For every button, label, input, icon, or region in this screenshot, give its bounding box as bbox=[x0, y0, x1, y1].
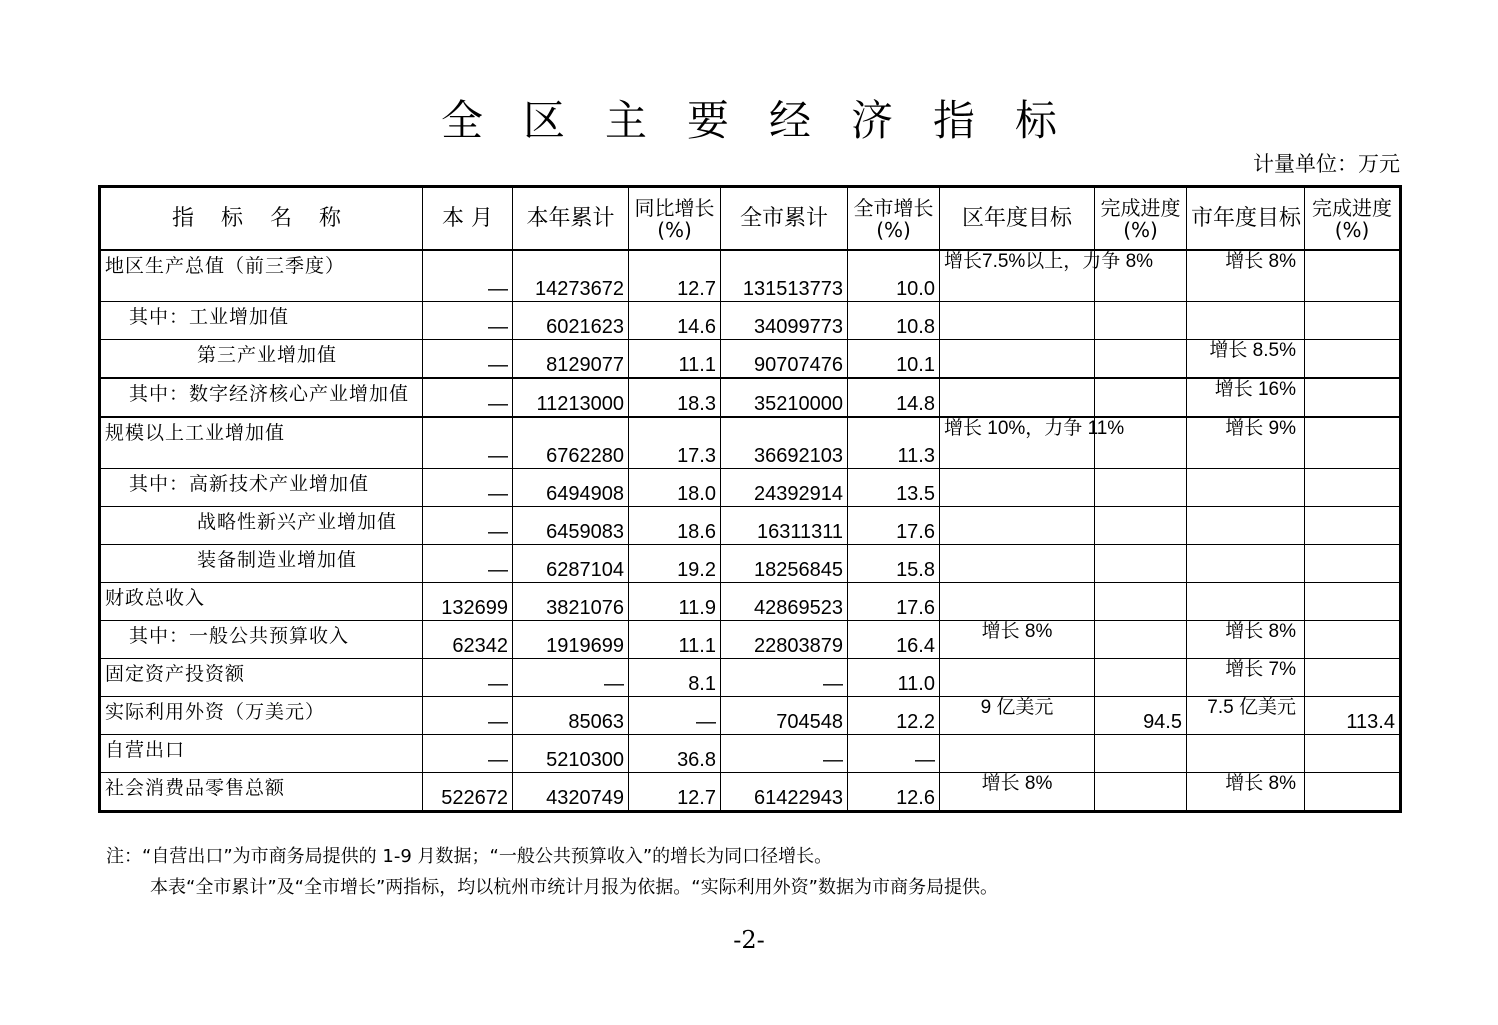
cell-progress-2 bbox=[1305, 340, 1401, 379]
cell-city-ytd: — bbox=[721, 735, 848, 773]
cell-progress-1 bbox=[1095, 735, 1187, 773]
header-this-month: 本 月 bbox=[423, 187, 513, 251]
footnote-1: 注：“自营出口”为市商务局提供的 1-9 月数据；“一般公共预算收入”的增长为同口径增长。 bbox=[106, 846, 833, 867]
cell-month: — bbox=[423, 340, 513, 379]
cell-yoy: — bbox=[629, 697, 721, 735]
table-header-row bbox=[100, 187, 1401, 251]
header-progress-1-label: 完成进度 bbox=[1100, 195, 1181, 220]
cell-ytd: 6459083 bbox=[513, 507, 629, 545]
cell-district-target bbox=[940, 302, 1095, 340]
cell-yoy: 12.7 bbox=[629, 250, 721, 302]
row-name: 其中：工业增加值 bbox=[100, 302, 423, 340]
unit-label: 计量单位：万元 bbox=[1253, 152, 1400, 176]
cell-city-growth: 10.1 bbox=[848, 340, 940, 379]
cell-progress-2 bbox=[1305, 583, 1401, 621]
table-row bbox=[100, 583, 1401, 621]
table-row bbox=[100, 545, 1401, 583]
row-name: 实际利用外资（万美元） bbox=[100, 697, 423, 735]
cell-city-growth: 14.8 bbox=[848, 378, 940, 417]
cell-city-target: 增长 7% bbox=[1187, 659, 1305, 697]
cell-yoy: 36.8 bbox=[629, 735, 721, 773]
header-name: 指 标 名 称 bbox=[100, 187, 423, 251]
cell-district-target: 9 亿美元 bbox=[940, 697, 1095, 735]
row-name: 财政总收入 bbox=[100, 583, 423, 621]
cell-city-target: 增长 16% bbox=[1187, 378, 1305, 417]
row-name: 地区生产总值（前三季度） bbox=[100, 250, 423, 302]
cell-month: — bbox=[423, 417, 513, 469]
cell-city-ytd: 16311311 bbox=[721, 507, 848, 545]
cell-city-growth: 10.0 bbox=[848, 250, 940, 302]
table-row bbox=[100, 773, 1401, 812]
cell-progress-2 bbox=[1305, 773, 1401, 812]
cell-city-target: 7.5 亿美元 bbox=[1187, 697, 1305, 735]
table-row bbox=[100, 697, 1401, 735]
cell-ytd: 6021623 bbox=[513, 302, 629, 340]
cell-month: — bbox=[423, 507, 513, 545]
cell-city-ytd: 704548 bbox=[721, 697, 848, 735]
cell-city-growth: 13.5 bbox=[848, 469, 940, 507]
cell-month: 522672 bbox=[423, 773, 513, 812]
table-row bbox=[100, 302, 1401, 340]
cell-month: — bbox=[423, 659, 513, 697]
header-district-target: 区年度目标 bbox=[940, 187, 1095, 251]
cell-ytd: 6762280 bbox=[513, 417, 629, 469]
cell-city-target: 增长 8% bbox=[1187, 773, 1305, 812]
cell-ytd: 11213000 bbox=[513, 378, 629, 417]
cell-yoy: 17.3 bbox=[629, 417, 721, 469]
cell-district-target bbox=[940, 378, 1095, 417]
header-progress-2 bbox=[1305, 187, 1401, 251]
cell-city-ytd: — bbox=[721, 659, 848, 697]
cell-district-target bbox=[940, 469, 1095, 507]
header-progress-2-label: 完成进度 bbox=[1312, 195, 1392, 220]
cell-progress-2 bbox=[1305, 659, 1401, 697]
cell-yoy: 18.0 bbox=[629, 469, 721, 507]
table-row bbox=[100, 507, 1401, 545]
cell-ytd: 8129077 bbox=[513, 340, 629, 379]
cell-month: — bbox=[423, 250, 513, 302]
cell-month: — bbox=[423, 545, 513, 583]
row-name: 其中：数字经济核心产业增加值 bbox=[100, 378, 423, 417]
cell-ytd: 6287104 bbox=[513, 545, 629, 583]
cell-month: — bbox=[423, 735, 513, 773]
cell-city-growth: 11.0 bbox=[848, 659, 940, 697]
cell-city-target: 增长 8.5% bbox=[1187, 340, 1305, 379]
cell-city-target bbox=[1187, 735, 1305, 773]
row-name: 固定资产投资额 bbox=[100, 659, 423, 697]
cell-ytd: 85063 bbox=[513, 697, 629, 735]
cell-district-target: 增长 10%，力争 11% bbox=[940, 417, 1095, 469]
table-row bbox=[100, 417, 1401, 469]
cell-ytd: 1919699 bbox=[513, 621, 629, 659]
cell-month: 62342 bbox=[423, 621, 513, 659]
cell-city-ytd: 34099773 bbox=[721, 302, 848, 340]
row-name: 自营出口 bbox=[100, 735, 423, 773]
cell-city-target: 增长 8% bbox=[1187, 250, 1305, 302]
cell-district-target bbox=[940, 545, 1095, 583]
cell-progress-1 bbox=[1095, 659, 1187, 697]
table-row bbox=[100, 469, 1401, 507]
cell-city-ytd: 61422943 bbox=[721, 773, 848, 812]
header-yoy-label: 同比增长 bbox=[634, 195, 715, 220]
cell-city-target bbox=[1187, 545, 1305, 583]
cell-month: 132699 bbox=[423, 583, 513, 621]
table-row bbox=[100, 735, 1401, 773]
cell-progress-2 bbox=[1305, 545, 1401, 583]
cell-progress-2 bbox=[1305, 250, 1401, 302]
cell-city-growth: 12.6 bbox=[848, 773, 940, 812]
cell-city-ytd: 18256845 bbox=[721, 545, 848, 583]
table-row bbox=[100, 340, 1401, 379]
row-name: 规模以上工业增加值 bbox=[100, 417, 423, 469]
cell-city-target bbox=[1187, 583, 1305, 621]
cell-progress-1: 94.5 bbox=[1095, 697, 1187, 735]
cell-progress-2 bbox=[1305, 735, 1401, 773]
cell-progress-1 bbox=[1095, 340, 1187, 379]
cell-district-target bbox=[940, 659, 1095, 697]
cell-yoy: 12.7 bbox=[629, 773, 721, 812]
header-city-growth bbox=[848, 187, 940, 251]
economic-indicators-table bbox=[98, 185, 1402, 813]
cell-district-target bbox=[940, 507, 1095, 545]
cell-yoy: 11.1 bbox=[629, 621, 721, 659]
cell-district-target bbox=[940, 735, 1095, 773]
cell-progress-2: 113.4 bbox=[1305, 697, 1401, 735]
row-name: 战略性新兴产业增加值 bbox=[100, 507, 423, 545]
cell-progress-2 bbox=[1305, 621, 1401, 659]
cell-city-ytd: 90707476 bbox=[721, 340, 848, 379]
cell-yoy: 8.1 bbox=[629, 659, 721, 697]
cell-city-ytd: 131513773 bbox=[721, 250, 848, 302]
cell-city-ytd: 42869523 bbox=[721, 583, 848, 621]
cell-city-target: 增长 9% bbox=[1187, 417, 1305, 469]
header-progress-1 bbox=[1095, 187, 1187, 251]
cell-month: — bbox=[423, 302, 513, 340]
cell-yoy: 11.9 bbox=[629, 583, 721, 621]
row-name: 第三产业增加值 bbox=[100, 340, 423, 379]
cell-district-target: 增长 8% bbox=[940, 773, 1095, 812]
header-city-growth-unit: (%) bbox=[876, 217, 911, 242]
cell-month: — bbox=[423, 469, 513, 507]
header-progress-2-unit: (%) bbox=[1334, 217, 1370, 242]
cell-district-target: 增长 8% bbox=[940, 621, 1095, 659]
cell-ytd: 14273672 bbox=[513, 250, 629, 302]
cell-city-growth: 10.8 bbox=[848, 302, 940, 340]
cell-city-target bbox=[1187, 469, 1305, 507]
cell-city-growth: 15.8 bbox=[848, 545, 940, 583]
cell-city-growth: 16.4 bbox=[848, 621, 940, 659]
row-name: 装备制造业增加值 bbox=[100, 545, 423, 583]
cell-city-growth: 17.6 bbox=[848, 583, 940, 621]
page-title: 全区主要经济指标 bbox=[440, 96, 1097, 145]
cell-progress-2 bbox=[1305, 469, 1401, 507]
cell-yoy: 14.6 bbox=[629, 302, 721, 340]
cell-city-growth: — bbox=[848, 735, 940, 773]
header-city-target: 市年度目标 bbox=[1187, 187, 1305, 251]
cell-city-growth: 17.6 bbox=[848, 507, 940, 545]
page-number: -2- bbox=[733, 926, 765, 954]
cell-ytd: 4320749 bbox=[513, 773, 629, 812]
header-progress-1-unit: (%) bbox=[1123, 217, 1158, 242]
cell-progress-1 bbox=[1095, 621, 1187, 659]
cell-city-ytd: 35210000 bbox=[721, 378, 848, 417]
cell-city-ytd: 24392914 bbox=[721, 469, 848, 507]
footnote-2: 本表“全市累计”及“全市增长”两指标，均以杭州市统计月报为依据。“实际利用外资”数据为市商务局提供。 bbox=[150, 877, 998, 898]
cell-progress-1 bbox=[1095, 507, 1187, 545]
cell-yoy: 11.1 bbox=[629, 340, 721, 379]
cell-progress-1 bbox=[1095, 469, 1187, 507]
table-row bbox=[100, 378, 1401, 417]
row-name: 其中：一般公共预算收入 bbox=[100, 621, 423, 659]
cell-progress-2 bbox=[1305, 302, 1401, 340]
cell-city-target bbox=[1187, 507, 1305, 545]
cell-progress-2 bbox=[1305, 507, 1401, 545]
cell-ytd: 5210300 bbox=[513, 735, 629, 773]
row-name: 其中：高新技术产业增加值 bbox=[100, 469, 423, 507]
cell-progress-1 bbox=[1095, 545, 1187, 583]
header-city-growth-label: 全市增长 bbox=[853, 195, 934, 220]
cell-district-target bbox=[940, 583, 1095, 621]
cell-district-target: 增长7.5%以上，力争 8% bbox=[940, 250, 1095, 302]
cell-progress-2 bbox=[1305, 378, 1401, 417]
cell-city-ytd: 36692103 bbox=[721, 417, 848, 469]
cell-ytd: 3821076 bbox=[513, 583, 629, 621]
header-yoy bbox=[629, 187, 721, 251]
cell-progress-1 bbox=[1095, 302, 1187, 340]
row-name: 社会消费品零售总额 bbox=[100, 773, 423, 812]
table-row bbox=[100, 659, 1401, 697]
table-row bbox=[100, 250, 1401, 302]
cell-ytd: — bbox=[513, 659, 629, 697]
cell-progress-2 bbox=[1305, 417, 1401, 469]
cell-district-target bbox=[940, 340, 1095, 379]
cell-city-ytd: 22803879 bbox=[721, 621, 848, 659]
cell-yoy: 18.3 bbox=[629, 378, 721, 417]
cell-yoy: 19.2 bbox=[629, 545, 721, 583]
header-yoy-unit: (%) bbox=[657, 217, 692, 242]
header-ytd: 本年累计 bbox=[513, 187, 629, 251]
cell-city-growth: 12.2 bbox=[848, 697, 940, 735]
cell-city-growth: 11.3 bbox=[848, 417, 940, 469]
table-row bbox=[100, 621, 1401, 659]
cell-progress-1 bbox=[1095, 583, 1187, 621]
cell-month: — bbox=[423, 378, 513, 417]
cell-progress-1 bbox=[1095, 773, 1187, 812]
cell-ytd: 6494908 bbox=[513, 469, 629, 507]
cell-city-target: 增长 8% bbox=[1187, 621, 1305, 659]
cell-city-target bbox=[1187, 302, 1305, 340]
cell-yoy: 18.6 bbox=[629, 507, 721, 545]
header-city-ytd: 全市累计 bbox=[721, 187, 848, 251]
cell-month: — bbox=[423, 697, 513, 735]
cell-progress-1 bbox=[1095, 378, 1187, 417]
